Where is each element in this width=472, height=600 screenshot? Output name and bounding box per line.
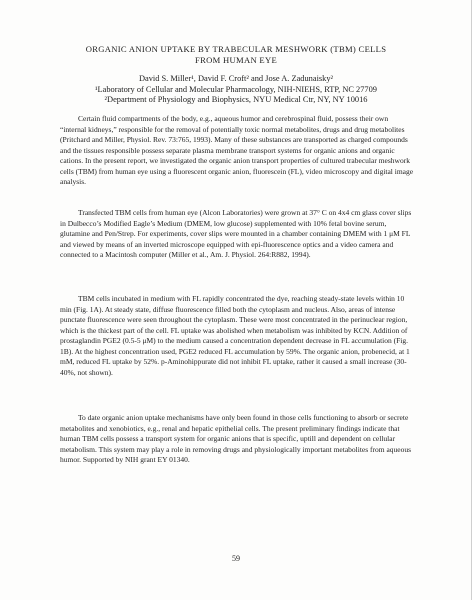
title-line-2: FROM HUMAN EYE	[194, 55, 278, 65]
authors-line: David S. Miller¹, David F. Croft² and Jose A. Zadunaisky²	[138, 74, 334, 83]
paragraph-conclusion: To date organic anion uptake mechanisms have only been found in those cells functioning to absorb or secrete metabolites and xenobiotics, e.g., renal and hepatic epithelial cells. The present preliminary findings indicate that human TBM cells possess a transport system for organic anions that is specific, uptill and dependent on cellular metabolism. This system may play a role in removing drugs and physiologically important metabolites from aqueous humor. Supported by NIH grant EY 01340.	[60, 413, 412, 464]
paragraph-methods: Transfected TBM cells from human eye (Alcon Laboratories) were grown at 37° C on 4x4 cm glass cover slips in Dulbecco’s Modified Eagle’s Medium (DMEM, low glucose) supplemented with 10% fetal bovine serum, glutamine and Pen/Strep. For experiments, cover slips were mounted in a chamber containing DMEM with 1 μM FL and viewed by means of an inverted microscope equipped with epi-fluorescence optics and a video camera and connected to a Macintosh computer (Miller et al., Am. J. Physiol. 264:R882, 1994).	[60, 208, 412, 259]
affiliation-1: ¹Laboratory of Cellular and Molecular Pharmacology, NIH-NIEHS, RTP, NC 27709	[95, 84, 377, 94]
title-line-1: ORGANIC ANION UPTAKE BY TRABECULAR MESHWORK (TBM) CELLS	[85, 44, 387, 54]
page-number: 59	[232, 554, 240, 563]
paragraph-results: TBM cells incubated in medium with FL rapidly concentrated the dye, reaching steady-state levels within 10 min (Fig. 1A). At steady state, diffuse fluorescence filled both the cytoplasm and nucleus. Also, areas of intense punctate fluorescence were seen throughout the cytoplasm. These were most concentrated in the perinuclear region, which is the thickest part of the cell. FL uptake was abolished when metabolism was inhibited by KCN. Addition of prostaglandin PGE2 (0.5-5 μM) to the medium caused a concentration dependent decrease in FL accumulation (Fig. 1B). At the highest concentration used, PGE2 reduced FL accumulation by 59%. The organic anion, probenecid, at 1 mM, reduced FL uptake by 52%. p-Aminohippurate did not inhibit FL uptake, rather it caused a small increase (30-40%, not shown).	[60, 294, 410, 377]
author-block	[40, 74, 432, 106]
affiliation-2: ²Department of Physiology and Biophysics, NYU Medical Ctr, NY, NY 10016	[104, 95, 368, 105]
paragraph-introduction: Certain fluid compartments of the body, e.g., aqueous humor and cerebrospinal fluid, possess their own “internal kidneys,” responsible for the removal of potentially toxic normal metabolites, drugs and drug metabolites (Pritchard and Miller, Physiol. Rev. 73:765, 1993). Many of these substances are transported as charged compounds and the tissues responsible possess separate plasma membrane transport systems for organic anions and organic cations. In the present report, we investigated the organic anion transport properties of cultured trabecular meshwork cells (TBM) from human eye using a fluorescent organic anion, fluorescein (FL), video microscopy and digital image analysis.	[60, 114, 414, 186]
paper-title	[40, 44, 432, 66]
